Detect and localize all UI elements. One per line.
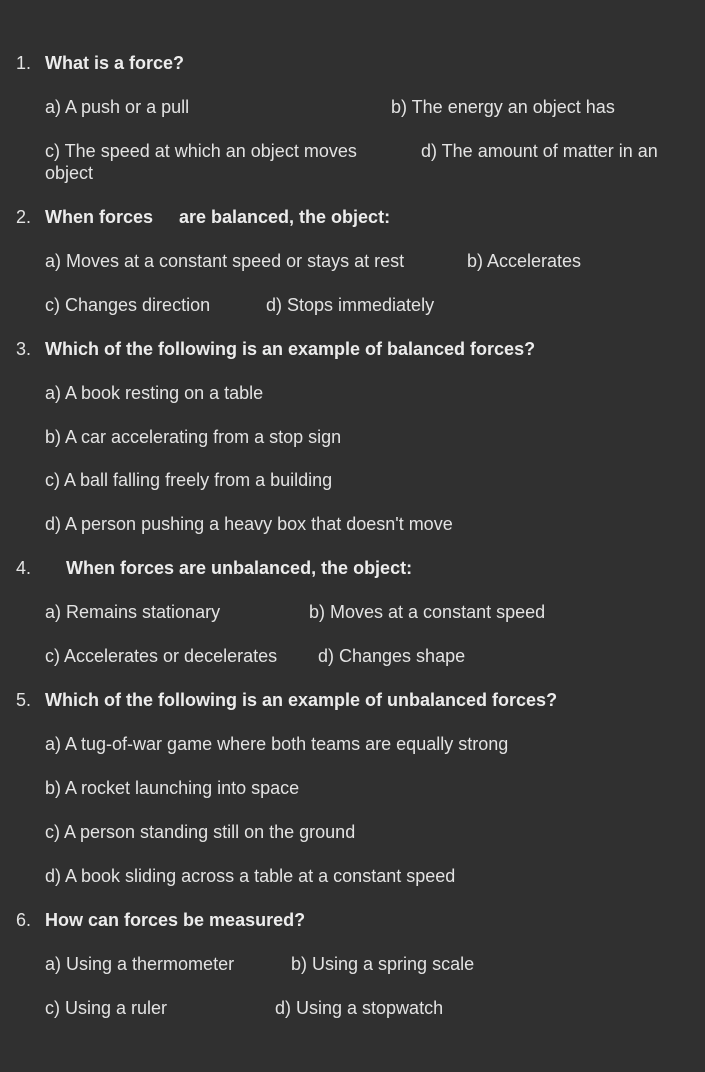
question-number: 3. — [16, 339, 32, 359]
option-d[interactable]: d) Changes shape — [318, 646, 466, 666]
question-text: Which of the following is an example of balanced forces? — [45, 339, 536, 359]
question-text: When forces are unbalanced, the object: — [66, 558, 413, 578]
question-text: Which of the following is an example of unbalanced forces? — [45, 690, 558, 710]
question-number: 6. — [16, 910, 32, 930]
option-b[interactable]: b) Using a spring scale — [291, 954, 475, 974]
option-c[interactable]: c) The speed at which an object moves — [45, 141, 357, 161]
option-d[interactable]: d) Stops immediately — [266, 295, 435, 315]
question-number: 5. — [16, 690, 32, 710]
option-c[interactable]: c) Accelerates or decelerates — [45, 646, 278, 666]
option-b[interactable]: b) A car accelerating from a stop sign — [45, 427, 342, 447]
question-number: 2. — [16, 207, 32, 227]
question-text-part-1: When forces — [45, 207, 154, 227]
question-text-part-2: are balanced, the object: — [179, 207, 391, 227]
option-d[interactable]: d) A person pushing a heavy box that doesn't move — [45, 514, 453, 534]
option-a[interactable]: a) A push or a pull — [45, 97, 190, 117]
option-c[interactable]: c) Using a ruler — [45, 998, 168, 1018]
option-d[interactable]: d) The amount of matter in an — [421, 141, 658, 161]
option-a[interactable]: a) A book resting on a table — [45, 383, 264, 403]
option-b[interactable]: b) Moves at a constant speed — [309, 602, 546, 622]
option-a[interactable]: a) A tug-of-war game where both teams are equally strong — [45, 734, 509, 754]
option-b[interactable]: b) A rocket launching into space — [45, 778, 300, 798]
question-text: What is a force? — [45, 53, 185, 73]
question-text: How can forces be measured? — [45, 910, 306, 930]
option-c[interactable]: c) Changes direction — [45, 295, 211, 315]
option-a[interactable]: a) Remains stationary — [45, 602, 221, 622]
question-number: 4. — [16, 558, 32, 578]
option-d[interactable]: d) Using a stopwatch — [275, 998, 444, 1018]
option-b[interactable]: b) The energy an object has — [391, 97, 615, 117]
option-d-continued[interactable]: object — [45, 163, 94, 183]
option-b[interactable]: b) Accelerates — [467, 251, 582, 271]
option-d[interactable]: d) A book sliding across a table at a constant speed — [45, 866, 456, 886]
option-a[interactable]: a) Using a thermometer — [45, 954, 235, 974]
option-c[interactable]: c) A person standing still on the ground — [45, 822, 356, 842]
option-a[interactable]: a) Moves at a constant speed or stays at rest — [45, 251, 405, 271]
question-number: 1. — [16, 53, 32, 73]
option-c[interactable]: c) A ball falling freely from a building — [45, 470, 333, 490]
